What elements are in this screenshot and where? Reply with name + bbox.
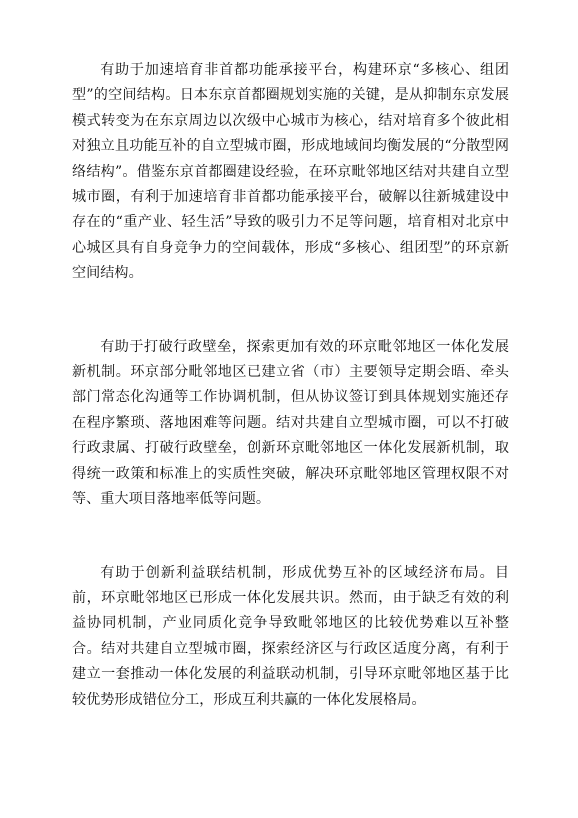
paragraph-administrative-barriers: 有助于打破行政壁垒，探索更加有效的环京毗邻地区一体化发展新机制。环京部分毗邻地区已建立省（市）主要领导定期会晤、牵头部门常态化沟通等工作协调机制，但从协议签订到具体规划实施还存在程序繁琐、落地困难等问题。结对共建自立型城市圈，可以不打破行政隶属、打破行政壁垒，创新环京毗邻地区一体化发展新机制，取得统一政策和标准上的实质性突破，解决环京毗邻地区管理权限不对等、重大项目落地率低等问题。 — [72, 338, 509, 508]
paragraph-platform-structure: 有助于加速培育非首都功能承接平台，构建环京“多核心、组团型”的空间结构。日本东京首都圈规划实施的关键，是从抑制东京发展模式转变为在东京周边以次级中心城市为核心，结对培育多个彼此相对独立且功能互补的自立型城市圈，形成地域间均衡发展的“分散型网络结构”。借鉴东京首都圈建设经验，在环京毗邻地区结对共建自立型城市圈，有利于加速培育非首都功能承接平台，破解以往新城建设中存在的“重产业、轻生活”导致的吸引力不足等问题，培育相对北京中心城区具有自身竞争力的空间载体，形成“多核心、组团型”的环京新空间结构。 — [72, 62, 509, 282]
paragraph-interest-mechanism: 有助于创新利益联结机制，形成优势互补的区域经济布局。目前，环京毗邻地区已形成一体化发展共识。然而，由于缺乏有效的利益协同机制，产业同质化竞争导致毗邻地区的比较优势难以互补整合。结对共建自立型城市圈，探索经济区与行政区适度分离，有利于建立一套推动一体化发展的利益联动机制，引导环京毗邻地区基于比较优势形成错位分工，形成互利共赢的一体化发展格局。 — [72, 564, 509, 708]
document-page — [72, 58, 509, 713]
